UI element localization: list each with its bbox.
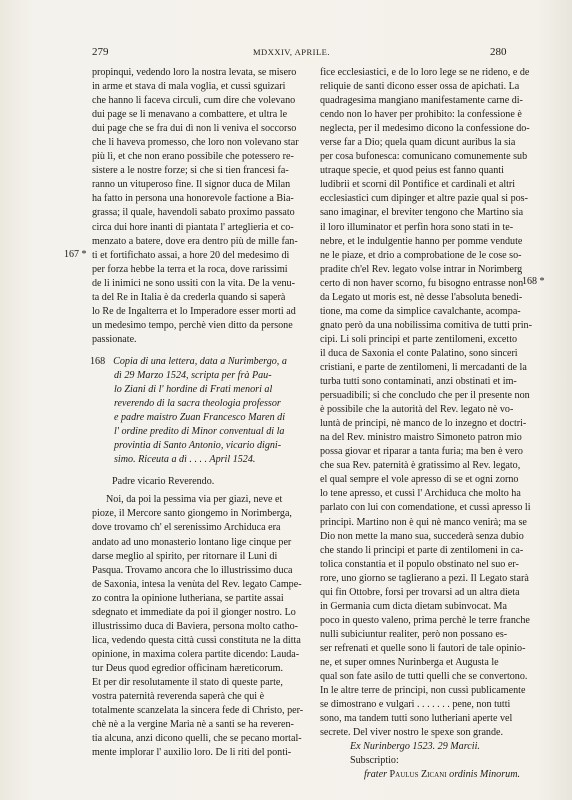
text-line: passionate.	[92, 333, 137, 345]
text-line: sdegnato et immediate da poi il gionger nostro. Lo	[92, 606, 296, 618]
running-title: MDXXIV, APRILE.	[253, 47, 331, 57]
spacer	[92, 347, 314, 355]
text-line: cipi. Li soli principi et parte zentilomeni, excetto	[320, 333, 518, 345]
text-line: ta del Re in Italia è da crederla quando si saperà	[92, 291, 286, 303]
text-line: da Legato ut moris est, nè desse l'absoluta benedi-	[320, 291, 523, 303]
text-line: in arme et stava di mala voglia, et cussì sguizari	[92, 81, 286, 93]
text-line: per cosa bufonesca: comunicano comunemente sub	[320, 151, 528, 163]
text-line: grassa; il quale, havendoli sabato proximo passato	[92, 207, 295, 219]
text-line: Pasqua. Trovamo ancora che lo illustrissimo duca	[92, 564, 293, 576]
heading-line: lo Ziani di l' hordine di Frati menori al	[114, 384, 273, 396]
text-line: qui fin Ottobre, forsi per trovarsi ad un altra dieta	[320, 586, 520, 598]
text-line: tione, ma come da simplice cavalchante, acompa-	[320, 305, 521, 317]
text-line: ranno un vituperoso fine. Il signor duca de Milan	[92, 179, 291, 191]
text-line: che sua Rev. paternità è gratissimo al Rev. legato,	[320, 460, 521, 472]
text-line: se dimostrano e vulgari . . . . . . . pene, non tutti	[320, 699, 511, 711]
margin-note-168: 168 *	[522, 276, 545, 287]
signoff-date: Ex Nurinbergo 1523. 29 Marcii.	[350, 741, 480, 753]
text-line: che stando li principi et parte di zentilomeni in ca-	[320, 544, 524, 556]
text-line: fice ecclesiastici, e de lo loro lege se ne rideno, e de	[320, 67, 530, 78]
text-line: na del Rev. ministro maistro Simoneto patron mio	[320, 432, 522, 444]
text-line: vostra paternità reverenda saperà che qui è	[92, 691, 265, 703]
text-line: de li inimici ne sono ussiti con la vita. De la venu-	[92, 277, 295, 289]
text-line: el qual sempre el vole apresso di se et ogni zorno	[320, 474, 519, 486]
text-line: Et per dir resolutamente il stato di queste parte,	[92, 676, 283, 688]
text-line: circa dui hore inanti di piantata l' arteglieria et co-	[92, 221, 294, 233]
text-line: cristiani, e parte de zentilomeni, li mercadanti de la	[320, 361, 527, 373]
text-line: totalmente scanzelata la sincera fede di Christo, per-	[92, 705, 304, 717]
text-line: nebre, et le indulgentie hanno per pomme vendute	[320, 235, 523, 247]
entry-heading	[92, 355, 314, 467]
text-line: il loro illuminator et perfin hora sono stati in te-	[320, 221, 514, 233]
heading-line: dì 29 Marzo 1524, scripta per frà Pau-	[114, 369, 272, 381]
text-line: certo di non haver scorno, fu bisogno entrasse non	[320, 277, 524, 289]
text-line: ser refrenati et quelle sono li fautori de tale opinio-	[320, 642, 526, 654]
text-line: mente implorar l' auxilio loro. De li riti del ponti-	[92, 747, 292, 759]
text-line: pradite ch'el Rev. legato volse intrar in Norimberg	[320, 263, 523, 275]
text-line: ha fatto in persona una honorevole factione a Bia-	[92, 193, 294, 205]
letter-body	[92, 493, 314, 760]
entry-number: 168	[90, 355, 106, 367]
text-line: chè nè a la vergine Maria nè a santi se ha reveren-	[92, 719, 294, 731]
text-line: secrete. Del viver nostro le spexe son grande.	[320, 727, 504, 739]
text-line: ecclesiastici cum dipinger et altre pazie qual si pos-	[320, 193, 528, 205]
text-line: reliquie de santi dicono esser ossa de apichati. La	[320, 81, 520, 93]
text-line: che hanno li faceva circuli, cum dire che volevano	[92, 95, 296, 107]
text-line: Noi, da poi la pessima via per giazi, neve et	[106, 494, 283, 506]
paragraph-continuation	[92, 66, 314, 347]
heading-line: l' ordine predito di Minor conventual di la	[114, 426, 285, 438]
text-line: neglecta, per il medesimo dicono la confessione do-	[320, 123, 530, 135]
text-line: che li haveva promesso, che loro non volevano star	[92, 137, 299, 149]
text-line: gnato però da una nobilissima comitiva de tutti prin-	[320, 319, 532, 331]
text-line: propinqui, vedendo loro la nostra levata, se misero	[92, 67, 297, 78]
spacer	[92, 467, 314, 475]
text-line: principi. Martino non è qui nè manco venirà; ma se	[320, 516, 527, 528]
running-header	[0, 46, 572, 62]
text-line: opinione, in maxima colera partite dicendo: Lauda-	[92, 648, 300, 660]
signature-name: Paulus Zicani	[389, 769, 447, 781]
letter-body-continued	[320, 66, 532, 740]
text-line: tia alcuna, anzi dicono quelli, che se pecano mortal-	[92, 733, 302, 745]
text-line: ludibrii et scorni dil Pontifice et cardinali et altri	[320, 179, 516, 191]
text-line: menzato a batere, dove era dentro più de mille fan-	[92, 235, 298, 247]
text-line: ne le piaze, et drio a comprobatione de le cose so-	[320, 249, 522, 261]
text-line: lo tene apresso, et cussì l' Archiduca che molto ha	[320, 488, 521, 500]
signature-suffix: ordinis Minorum.	[449, 769, 521, 781]
text-line: nulli subiciuntur realiter, però non possano es-	[320, 628, 508, 640]
text-line: in Germania cum dicta dietam subinvocat. Ma	[320, 600, 507, 612]
text-line: parlato con lui con comendatione, et cussì apresso li	[320, 502, 531, 514]
text-line: Dio non mette la mano sua, succederà senza dubio	[320, 530, 524, 542]
text-line: verse far a Dio; quela quam dicunt auribus la sia	[320, 137, 516, 149]
text-line: il duca de Saxonia el conte Palatino, sono sinceri	[320, 347, 518, 359]
text-line: cendo non lo haver per prohibito: la confessione è	[320, 109, 522, 121]
text-line: pioze, il Mercore santo giongemo in Norimberga,	[92, 508, 292, 520]
left-page-number: 279	[92, 46, 109, 58]
text-line: sano imaginar, el breviter tengono che Martino sia	[320, 207, 524, 219]
text-line: sistere a le nostre forze; si che si tien francesi fa-	[92, 165, 289, 177]
right-page-number: 280	[490, 46, 507, 58]
heading-line: simo. Riceuta a dì . . . . April 1524.	[114, 454, 256, 466]
text-line: dui page se li menavano a combattere, et ultra le	[92, 109, 288, 121]
heading-line: e padre maistro Zuan Francesco Maren di	[114, 412, 286, 424]
text-line: dove trovamo ch' el serenissimo Archiduca era	[92, 522, 281, 534]
text-line: persuadibili; si che concludo che per il presente non	[320, 390, 530, 402]
text-line: ne, et super omnes Nurinberga et Augusta le	[320, 656, 499, 668]
text-line: turba tutti sono contaminati, anzi obstinati et im-	[320, 376, 517, 388]
text-line: è possibile che la autorità del Rev. legato nè vo-	[320, 404, 514, 416]
heading-line	[92, 355, 314, 369]
text-line: lo Re de Ingalterra et lo Imperadore esser morti ad	[92, 305, 296, 317]
text-line: utraque specie, et quod peius est fanno quanti	[320, 165, 504, 177]
heading-line: reverendo di la sacra theologia professor	[114, 398, 281, 410]
margin-note-167: 167 *	[64, 249, 87, 260]
text-line: possa giovar et riparar a tanta furia; ma ben è vero	[320, 446, 523, 458]
text-line: lica, vedendo questa città cussì constituta ne la ditta	[92, 634, 301, 646]
text-line: zo contra la opinione lutheriana, se partite assai	[92, 592, 284, 604]
text-line: poco in questo valeno, prima perchè le terre franche	[320, 614, 530, 626]
heading-text: Copia di una lettera, data a Nurimbergo, a	[113, 355, 287, 367]
text-line: dui page che se fra dui dì non li veniva el soccorso	[92, 123, 297, 135]
text-line: luntà de principi, nè manco de lo inzegno et doctri-	[320, 418, 527, 430]
salutation: Padre vicario Reverendo.	[112, 476, 215, 488]
text-line: darse meglio al spirito, per ritornare il Luni di	[92, 550, 278, 562]
signature-prefix: frater	[364, 769, 387, 781]
heading-line: provintia di Santo Antonio, vicario digni-	[114, 440, 282, 452]
text-line: per forza hebbe la terra et la roca, dove rarissimi	[92, 263, 288, 275]
text-line: sono, ma tandem tutti sono lutheriani aperte vel	[320, 713, 513, 725]
text-line: qual son fate asilo de tutti quelli che se convertono.	[320, 671, 528, 683]
text-line: quadragesima mangiano manifestamente carne di-	[320, 95, 523, 107]
subscriptio-label: Subscriptio:	[350, 755, 399, 767]
text-line: illustrissimo duca di Baviera, persona molto catho-	[92, 620, 299, 632]
right-column	[320, 66, 532, 782]
text-line: tur Deus quod egredior officinam hæreticorum.	[92, 662, 283, 674]
signature-line	[320, 768, 527, 782]
text-line: tolica constantia et il populo obstinato nel suo er-	[320, 558, 519, 570]
text-line: rore, uno giorno se taglierano a pezi. Il Legato starà	[320, 572, 529, 584]
text-line: più lì, et che non erano possibile che potessero re-	[92, 151, 294, 163]
text-line: ti et fortifichato assai, a hore 20 del medesimo dì	[92, 249, 290, 261]
text-line: de Saxonia, intesa la venùta del Rev. legato Campe-	[92, 578, 302, 590]
text-line: In le altre terre de principi, non cussì publicamente	[320, 685, 526, 697]
text-line: andato ad uno monasterio lontano lige cinque per	[92, 536, 292, 548]
left-column	[92, 66, 314, 760]
text-line: un medesimo tempo, perchè vien ditto da persone	[92, 319, 293, 331]
